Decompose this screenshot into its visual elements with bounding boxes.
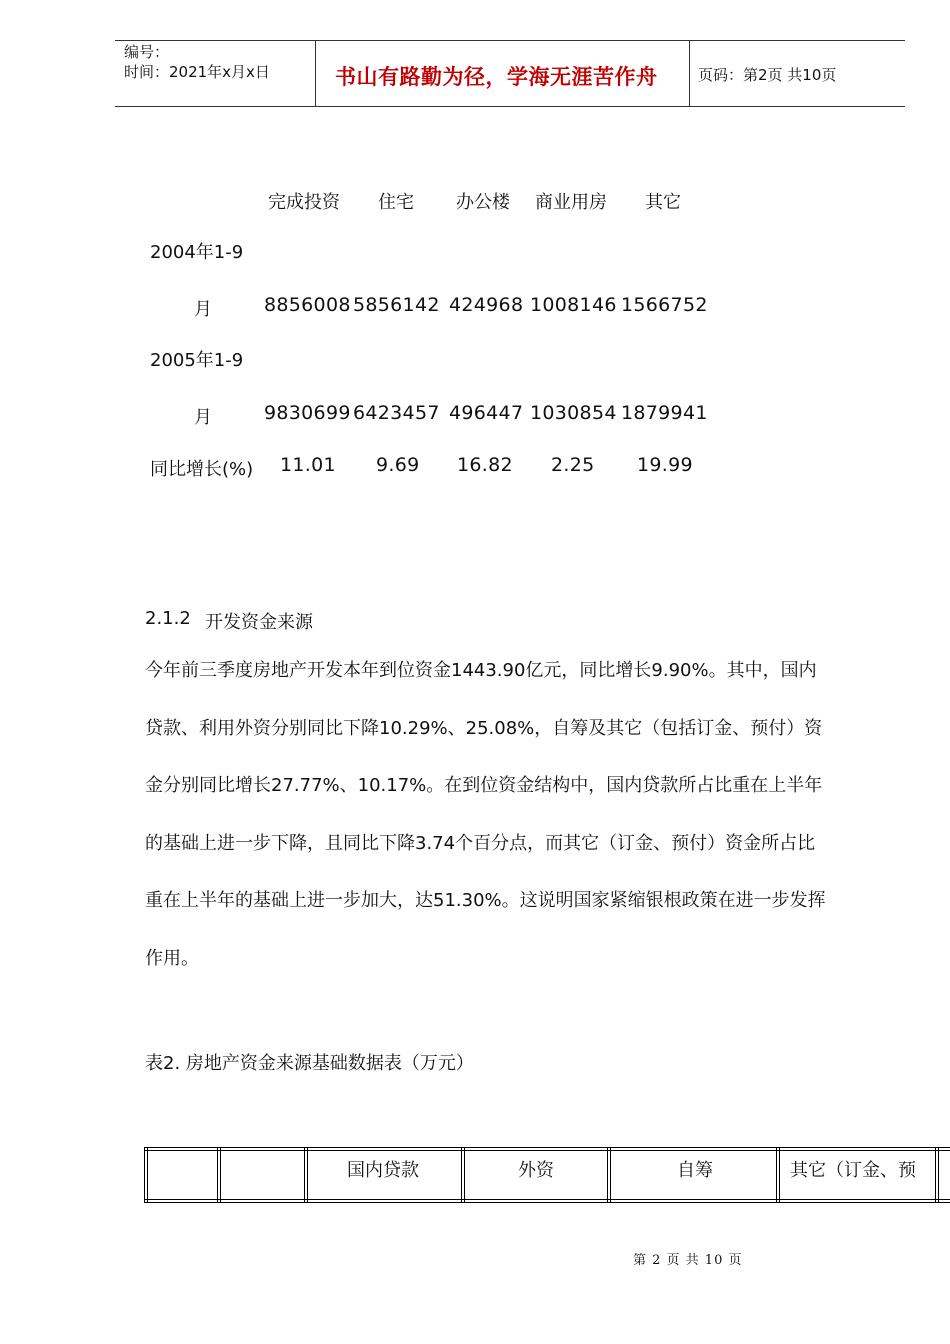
row-label-2005: 2005年1-9: [150, 350, 244, 371]
table2-bottom-border: [144, 1199, 950, 1200]
paragraph-line: 的基础上进一步下降，且同比下降3.74个百分点，而其它（订金、预付）资金所占比: [145, 833, 816, 854]
row-label-2005-month: 月: [194, 407, 212, 428]
table2-vline: [464, 1147, 465, 1203]
cell-2004-other: 1566752: [621, 294, 708, 316]
section-title: 开发资金来源: [205, 612, 313, 633]
cell-growth-other: 19.99: [637, 454, 693, 476]
header-page-info: 页码：第2页 共10页: [698, 66, 837, 84]
cell-2005-residential: 6423457: [353, 402, 440, 424]
table2-vline: [461, 1147, 462, 1203]
row-label-growth: 同比增长(%): [150, 459, 254, 480]
cell-growth-residential: 9.69: [376, 454, 420, 476]
header-divider-right: [689, 40, 690, 107]
table2-vline: [607, 1147, 608, 1203]
col-header-residential: 住宅: [378, 192, 414, 213]
paragraph-line: 作用。: [145, 948, 199, 969]
row-label-2004: 2004年1-9: [150, 242, 244, 263]
cell-2004-residential: 5856142: [353, 294, 440, 316]
cell-2005-other: 1879941: [621, 402, 708, 424]
cell-growth-investment: 11.01: [280, 454, 336, 476]
table2-top-border-inner: [144, 1150, 950, 1151]
table2-header-foreign-capital: 外资: [518, 1160, 554, 1181]
table2-vline: [610, 1147, 611, 1203]
page-footer: 第 2 页 共 10 页: [633, 1253, 743, 1268]
table2-vline: [304, 1147, 305, 1203]
header-bottom-rule: [115, 106, 905, 107]
table2-vline: [217, 1147, 218, 1203]
table2-vline: [938, 1147, 939, 1203]
cell-2005-investment: 9830699: [264, 402, 351, 424]
header-motto: 书山有路勤为径，学海无涯苦作舟: [335, 65, 658, 89]
table2-header-self-raised: 自筹: [677, 1160, 713, 1181]
table2-header-domestic-loans: 国内贷款: [347, 1160, 419, 1181]
cell-2004-investment: 8856008: [264, 294, 351, 316]
table2-vline: [935, 1147, 936, 1203]
table2-header-other: 其它（订金、预: [790, 1160, 916, 1181]
table2-vline: [147, 1147, 148, 1203]
section-number: 2.1.2: [145, 608, 191, 629]
cell-2005-commercial: 1030854: [530, 402, 617, 424]
cell-growth-commercial: 2.25: [551, 454, 595, 476]
header-time-label: 时间：2021年x月x日: [124, 63, 270, 81]
table2-caption: 表2. 房地产资金来源基础数据表（万元）: [145, 1053, 474, 1074]
cell-2005-office: 496447: [449, 402, 524, 424]
table2-vline: [776, 1147, 777, 1203]
header-top-rule: [115, 40, 905, 41]
col-header-other: 其它: [645, 192, 681, 213]
table2-top-border: [144, 1147, 950, 1148]
cell-growth-office: 16.82: [457, 454, 513, 476]
paragraph-line: 贷款、利用外资分别同比下降10.29%、25.08%，自筹及其它（包括订金、预付）资: [145, 718, 823, 739]
cell-2004-commercial: 1008146: [530, 294, 617, 316]
header-number-label: 编号：: [124, 43, 170, 61]
table2-vline: [779, 1147, 780, 1203]
row-label-2004-month: 月: [194, 299, 212, 320]
table2-vline: [144, 1147, 145, 1203]
header-divider-left: [315, 40, 316, 107]
table2-vline: [220, 1147, 221, 1203]
col-header-commercial: 商业用房: [535, 192, 607, 213]
col-header-investment: 完成投资: [268, 192, 340, 213]
table2-vline: [307, 1147, 308, 1203]
table2-bottom-border-inner: [144, 1202, 950, 1203]
paragraph-line: 今年前三季度房地产开发本年到位资金1443.90亿元，同比增长9.90%。其中，国内: [145, 660, 817, 681]
col-header-office: 办公楼: [456, 192, 510, 213]
paragraph-line: 重在上半年的基础上进一步加大，达51.30%。这说明国家紧缩银根政策在进一步发挥: [145, 890, 826, 911]
paragraph-line: 金分别同比增长27.77%、10.17%。在到位资金结构中，国内贷款所占比重在上半年: [145, 775, 823, 796]
cell-2004-office: 424968: [449, 294, 524, 316]
